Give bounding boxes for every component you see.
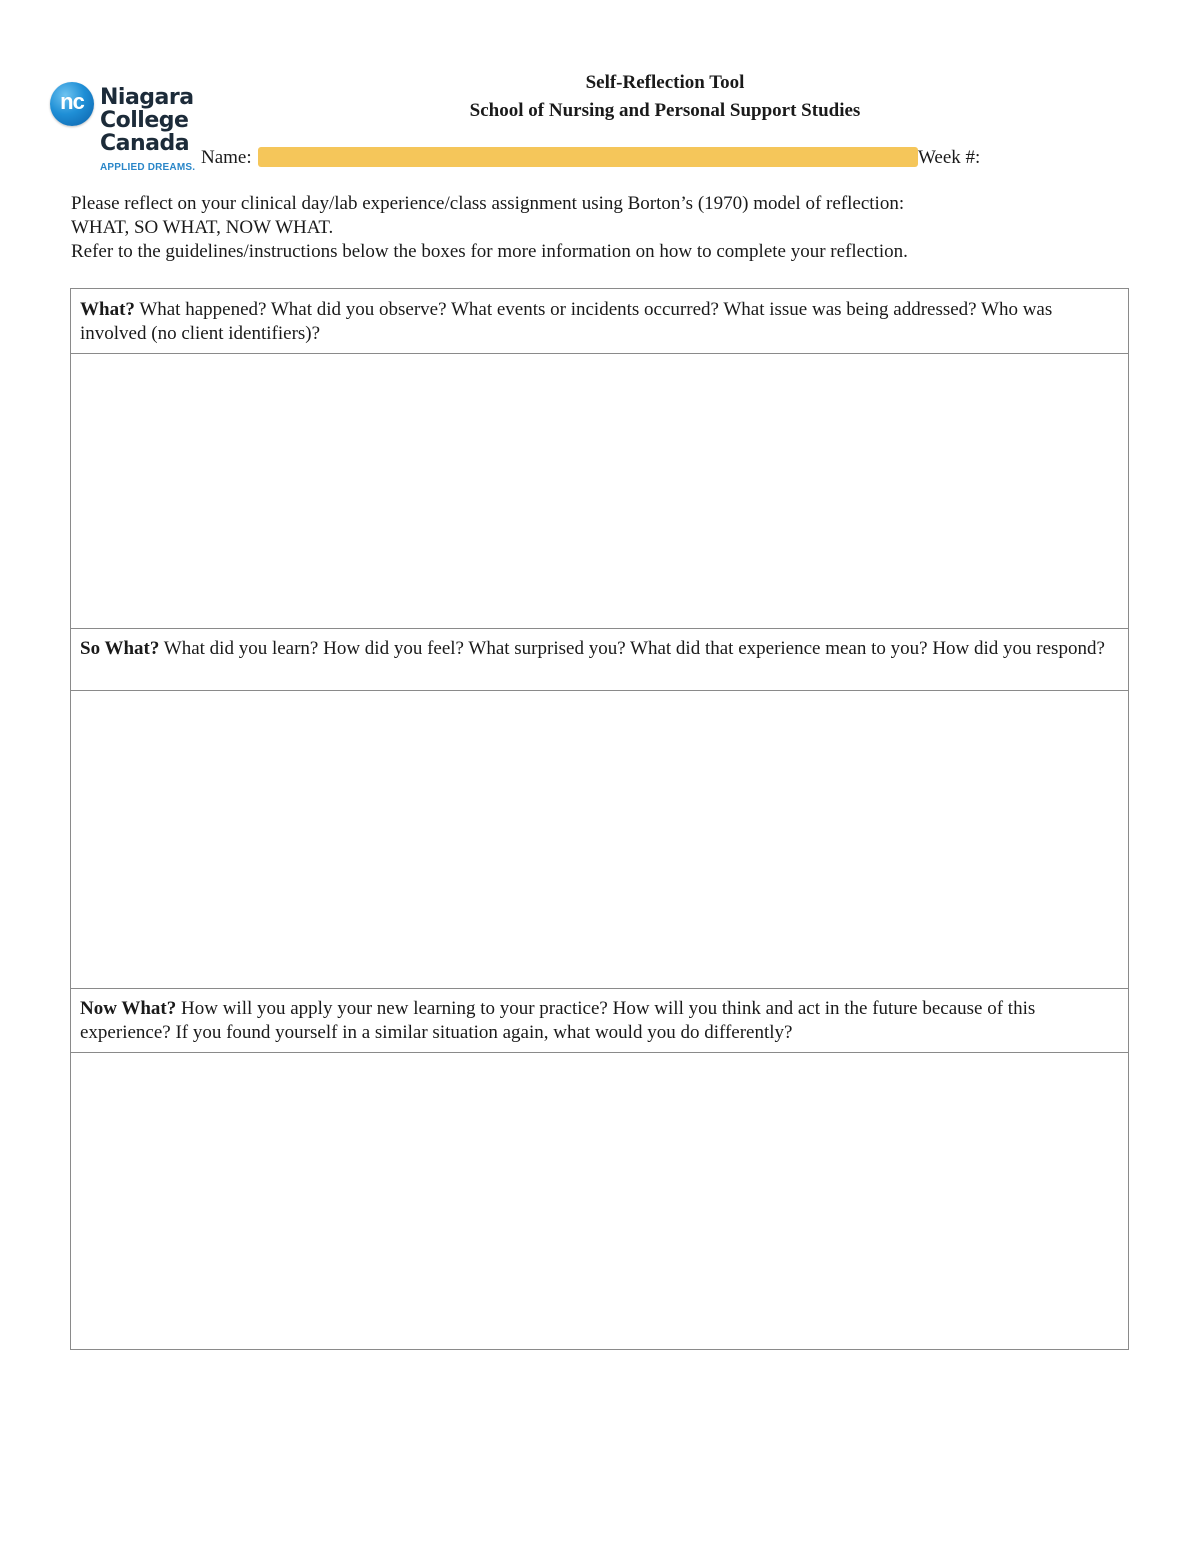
so-what-prompt (80, 637, 1115, 661)
logo-mark-text: nc (60, 89, 84, 114)
so-what-heading: So What? (80, 638, 160, 659)
what-prompt (80, 298, 1115, 346)
logo-word-3: Canada (100, 131, 190, 156)
logo-mark-icon (50, 82, 94, 126)
divider (71, 628, 1128, 629)
logo-word-1: Niagara (100, 85, 194, 110)
what-heading: What? (80, 299, 135, 320)
divider (71, 353, 1128, 354)
intro-line-1: Please reflect on your clinical day/lab experience/class assignment using Borton’s (1970) model of reflection: (71, 193, 905, 214)
divider (71, 1052, 1128, 1053)
logo-tagline: APPLIED DREAMS. (100, 162, 196, 173)
so-what-prompt-text: What did you learn? How did you feel? What surprised you? What did that experience mean to you? How did you respond? (159, 638, 1105, 659)
what-response-box[interactable] (71, 355, 1128, 628)
now-what-heading: Now What? (80, 998, 177, 1019)
logo-word-2: College (100, 108, 189, 133)
week-number-label: Week #: (918, 147, 981, 168)
intro-line-3: Refer to the guidelines/instructions below the boxes for more information on how to complete your reflection. (71, 241, 908, 262)
divider (71, 690, 1128, 691)
reflection-table (70, 288, 1129, 1350)
divider (71, 988, 1128, 989)
name-label: Name: (201, 147, 252, 168)
intro-line-2: WHAT, SO WHAT, NOW WHAT. (71, 217, 334, 238)
what-prompt-text: What happened? What did you observe? What events or incidents occurred? What issue was being addressed? Who was involved (no client identifiers)? (80, 299, 1053, 344)
college-logo (50, 80, 195, 176)
now-what-response-box[interactable] (71, 1054, 1128, 1348)
document-subtitle: School of Nursing and Personal Support Studies (469, 100, 861, 121)
name-field[interactable] (258, 147, 918, 167)
now-what-prompt-text: How will you apply your new learning to your practice? How will you think and act in the future because of this experience? If you found yourself in a similar situation again, what would you do differently? (80, 998, 1036, 1043)
now-what-prompt (80, 997, 1115, 1045)
so-what-response-box[interactable] (71, 692, 1128, 988)
document-title: Self-Reflection Tool (585, 72, 745, 93)
